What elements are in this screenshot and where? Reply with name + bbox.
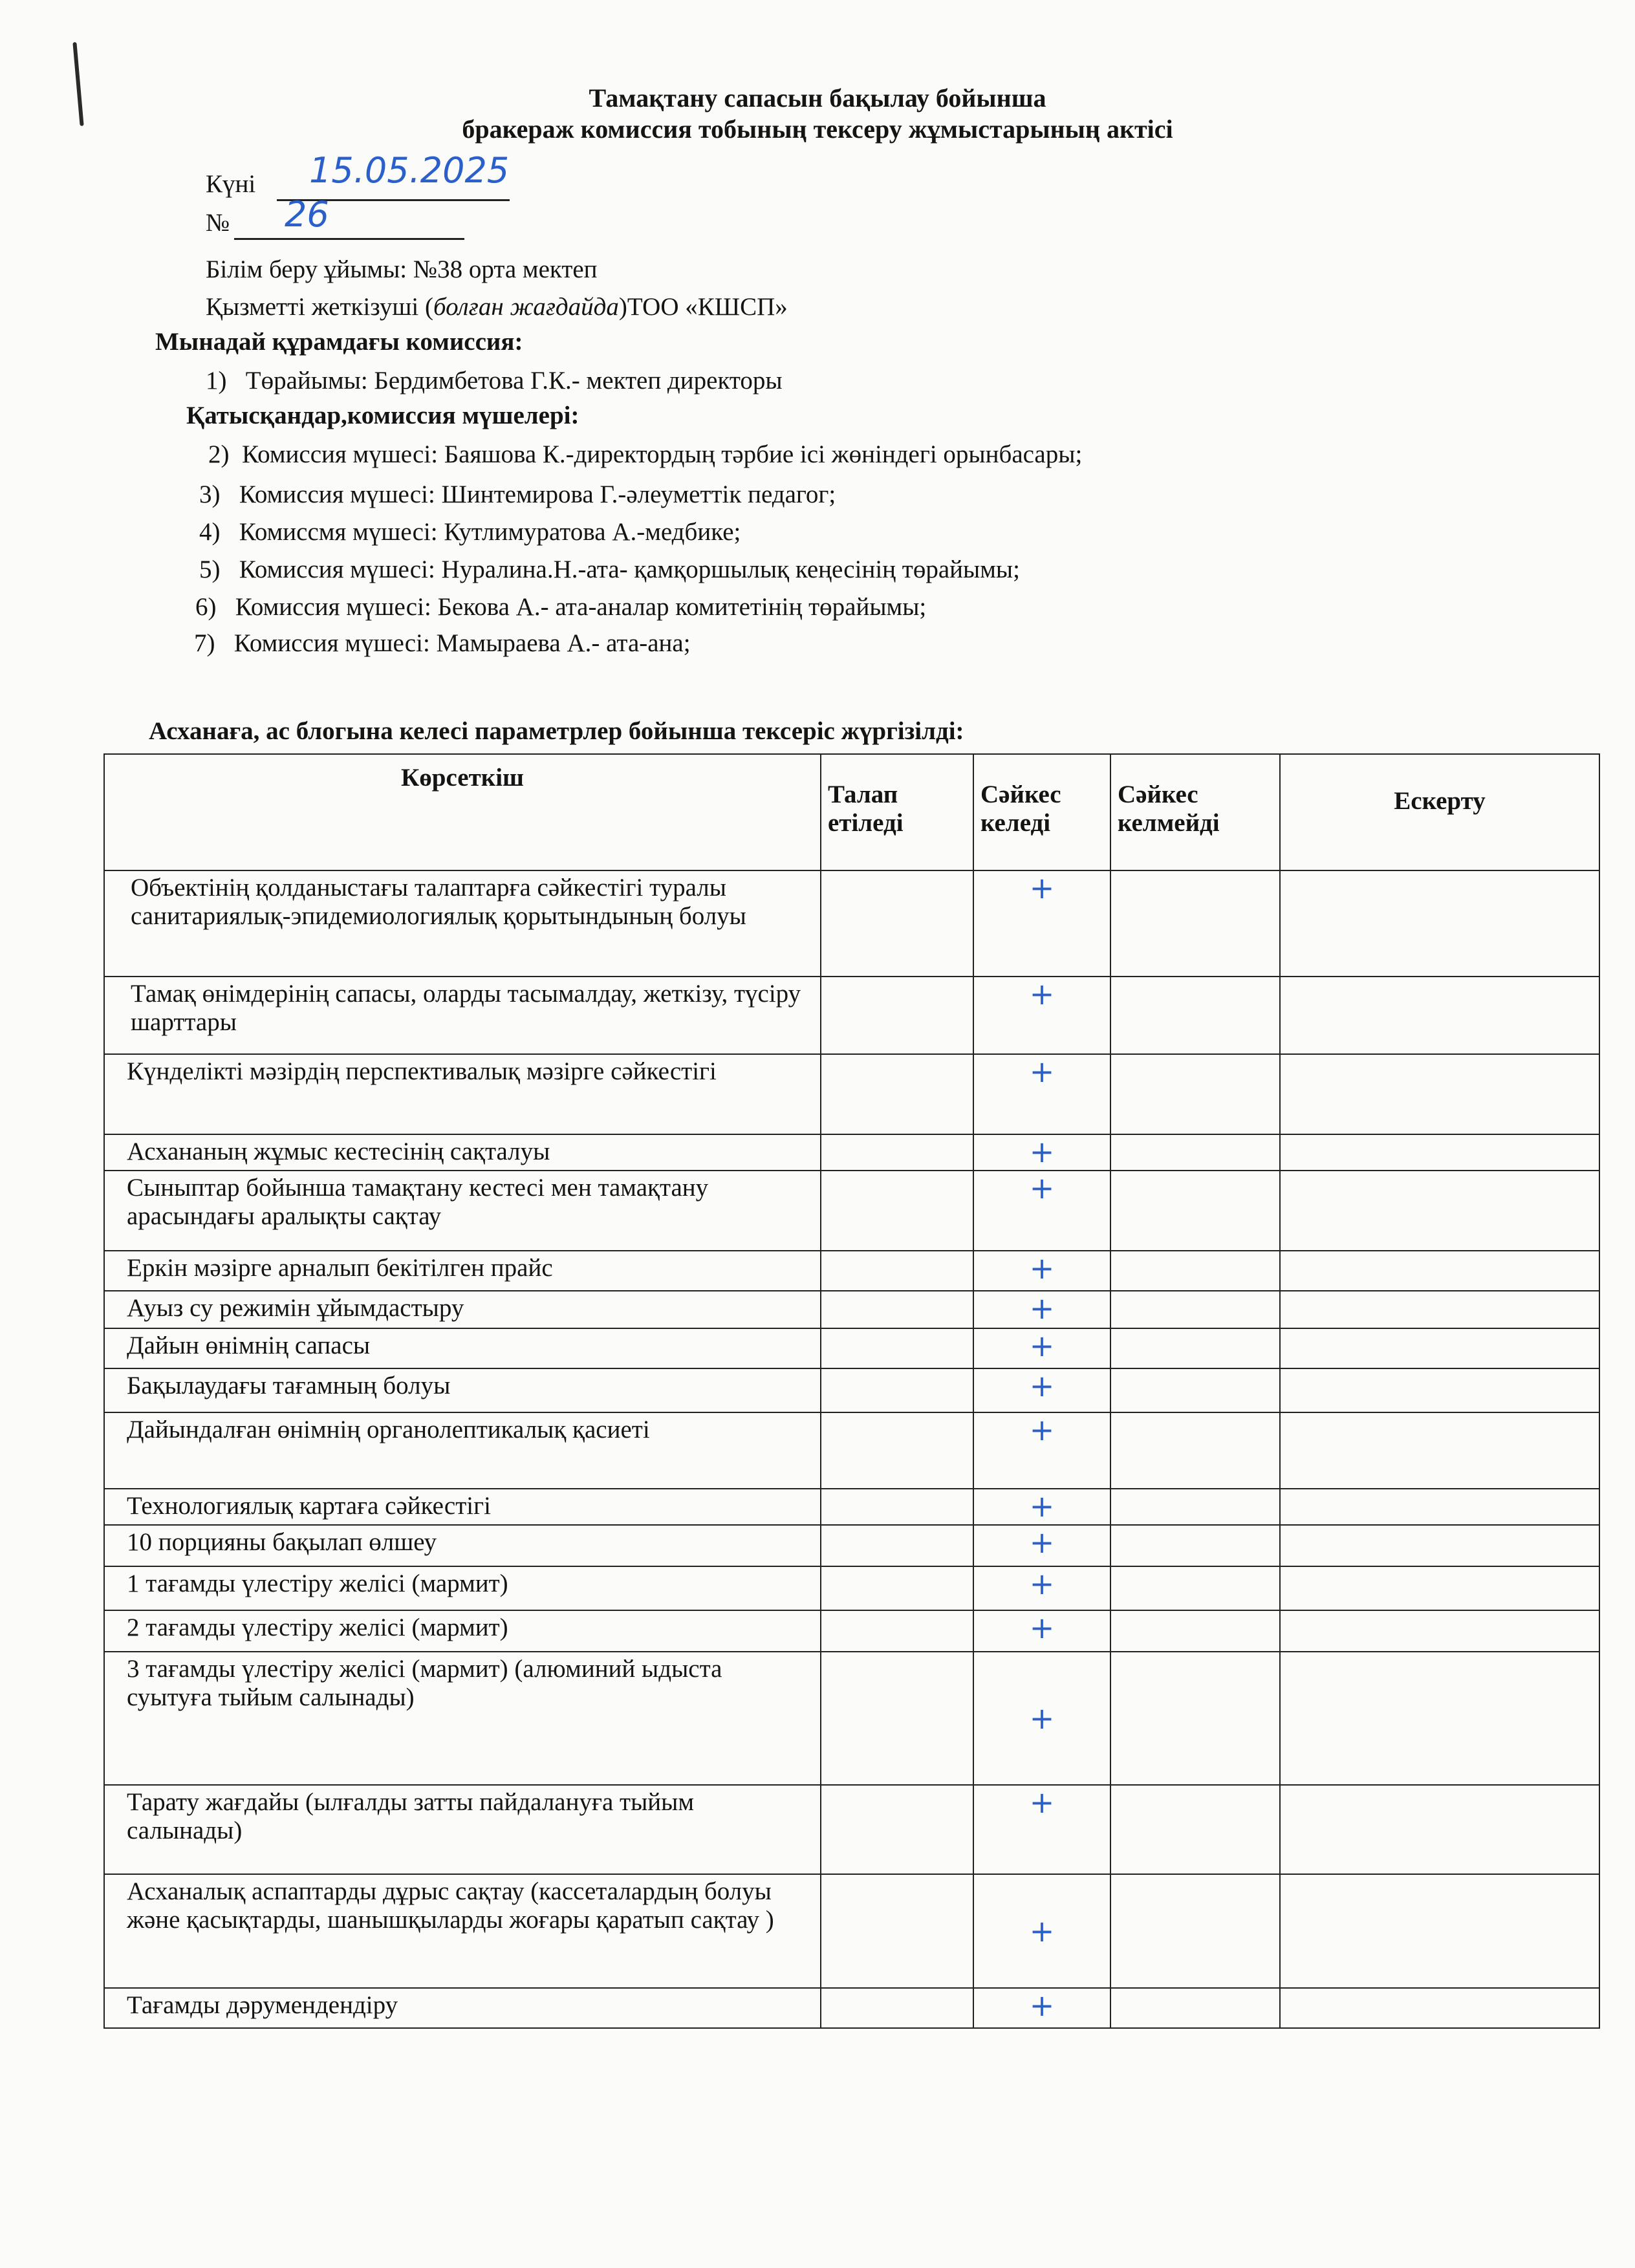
note-cell xyxy=(1280,1652,1599,1785)
indicator-cell: Сыныптар бойынша тамақтану кестесі мен тамақтану арасындағы аралықты сақтау xyxy=(104,1171,821,1251)
note-cell xyxy=(1280,1525,1599,1566)
member-text: Комиссия мүшесі: Бекова А.- ата-аналар комитетінің төрайымы; xyxy=(235,593,927,621)
indicator-cell: 2 тағамды үлестіру желісі (мармит) xyxy=(104,1610,821,1652)
number-label: № xyxy=(206,209,230,237)
member-text: Комиссия мүшесі: Шинтемирова Г.-әлеуметтік педагог; xyxy=(239,481,836,508)
member-number: 4) xyxy=(199,518,221,546)
not-complies-cell xyxy=(1110,1368,1280,1412)
required-cell xyxy=(821,1874,973,1988)
number-value: 26 xyxy=(285,194,329,235)
commission-heading: Мынадай құрамдағы комиссия: xyxy=(155,328,523,356)
member-text: Комиссия мүшесі: Баяшова К.-директордың тәрбие ісі жөніндегі орынбасары; xyxy=(242,440,1083,468)
not-complies-cell xyxy=(1110,1566,1280,1610)
table-row xyxy=(104,1412,1599,1489)
not-complies-cell xyxy=(1110,1610,1280,1652)
complies-cell xyxy=(973,1368,1110,1412)
table-row xyxy=(104,1988,1599,2028)
complies-cell xyxy=(973,1566,1110,1610)
check-mark: + xyxy=(1029,1988,1055,2023)
indicator-cell: Бақылаудағы тағамның болуы xyxy=(104,1368,821,1412)
required-cell xyxy=(821,1054,973,1134)
note-cell xyxy=(1280,977,1599,1054)
required-cell xyxy=(821,1251,973,1291)
chair-text: Төрайымы: Бердимбетова Г.К.- мектеп директоры xyxy=(245,367,783,394)
required-cell xyxy=(821,977,973,1054)
note-cell xyxy=(1280,1328,1599,1368)
member-number: 5) xyxy=(199,556,221,583)
table-row xyxy=(104,1291,1599,1328)
note-cell xyxy=(1280,1251,1599,1291)
participants-heading: Қатысқандар,комиссия мүшелері: xyxy=(186,402,579,429)
note-cell xyxy=(1280,1291,1599,1328)
complies-cell xyxy=(973,1134,1110,1171)
member-item xyxy=(199,555,1020,585)
check-mark: + xyxy=(1029,1489,1055,1524)
header-required: Талап етіледі xyxy=(821,754,973,870)
chair-number: 1) xyxy=(206,367,227,394)
member-number: 3) xyxy=(199,481,221,508)
indicator-cell: Күнделікті мәзірдің перспективалық мәзірге сәйкестігі xyxy=(104,1054,821,1134)
note-cell xyxy=(1280,1489,1599,1525)
member-text: Комиссия мүшесі: Мамыраева А.- ата-ана; xyxy=(233,629,691,657)
complies-cell xyxy=(973,1874,1110,1988)
not-complies-cell xyxy=(1110,1412,1280,1489)
table-row xyxy=(104,1652,1599,1785)
complies-cell xyxy=(973,977,1110,1054)
not-complies-cell xyxy=(1110,1171,1280,1251)
member-text: Комиссмя мүшесі: Кутлимуратова А.-медбике; xyxy=(239,518,741,546)
required-cell xyxy=(821,1368,973,1412)
check-mark: + xyxy=(1029,1171,1055,1205)
indicator-cell: Объектінің қолданыстағы талаптарға сәйкестігі туралы санитариялық-эпидемиологиялық қорытындының болуы xyxy=(104,870,821,977)
table-row xyxy=(104,1874,1599,1988)
not-complies-cell xyxy=(1110,1251,1280,1291)
table-row xyxy=(104,1328,1599,1368)
check-mark: + xyxy=(1029,977,1055,1011)
indicator-cell: Дайын өнімнің сапасы xyxy=(104,1328,821,1368)
indicator-cell: Тамақ өнімдерінің сапасы, оларды тасымалдау, жеткізу, түсіру шарттары xyxy=(104,977,821,1054)
table-row xyxy=(104,1525,1599,1566)
check-mark: + xyxy=(1029,870,1055,905)
table-row xyxy=(104,1251,1599,1291)
complies-cell xyxy=(973,1525,1110,1566)
indicator-cell: 10 порцияны бақылап өлшеу xyxy=(104,1525,821,1566)
title-line-2: бракераж комиссия тобының тексеру жұмыстарының актісі xyxy=(462,114,1173,144)
note-cell xyxy=(1280,1171,1599,1251)
table-row xyxy=(104,1566,1599,1610)
header-note: Ескерту xyxy=(1280,754,1599,870)
table-row xyxy=(104,1054,1599,1134)
complies-cell xyxy=(973,1291,1110,1328)
not-complies-cell xyxy=(1110,1525,1280,1566)
check-mark: + xyxy=(1029,1412,1055,1447)
date-label: Күні xyxy=(206,170,256,198)
note-cell xyxy=(1280,1785,1599,1874)
complies-cell xyxy=(973,1054,1110,1134)
check-mark: + xyxy=(1029,1566,1055,1601)
indicator-cell: 3 тағамды үлестіру желісі (мармит) (алюминий ыдыста суытуға тыйым салынады) xyxy=(104,1652,821,1785)
table-row xyxy=(104,1785,1599,1874)
not-complies-cell xyxy=(1110,1489,1280,1525)
table-row xyxy=(104,1134,1599,1171)
check-mark: + xyxy=(1029,1134,1055,1169)
required-cell xyxy=(821,870,973,977)
member-item xyxy=(199,480,836,510)
complies-cell xyxy=(973,1489,1110,1525)
indicator-cell: Еркін мәзірге арналып бекітілген прайс xyxy=(104,1251,821,1291)
required-cell xyxy=(821,1566,973,1610)
inspection-heading: Асханаға, ас блогына келесі параметрлер бойынша тексеріс жүргізілді: xyxy=(149,717,964,745)
check-mark: + xyxy=(1029,1914,1055,1949)
complies-cell xyxy=(973,1988,1110,2028)
required-cell xyxy=(821,1134,973,1171)
not-complies-cell xyxy=(1110,870,1280,977)
complies-cell xyxy=(973,1412,1110,1489)
indicator-cell: Асхананың жұмыс кестесінің сақталуы xyxy=(104,1134,821,1171)
chair-line xyxy=(206,366,783,396)
not-complies-cell xyxy=(1110,1328,1280,1368)
required-cell xyxy=(821,1610,973,1652)
check-mark: + xyxy=(1029,1328,1055,1363)
note-cell xyxy=(1280,1368,1599,1412)
indicator-cell: Дайындалған өнімнің органолептикалық қасиеті xyxy=(104,1412,821,1489)
complies-cell xyxy=(973,1610,1110,1652)
required-cell xyxy=(821,1328,973,1368)
not-complies-cell xyxy=(1110,1652,1280,1785)
required-cell xyxy=(821,1652,973,1785)
supplier-italic: болған жағдайда xyxy=(433,293,619,321)
not-complies-cell xyxy=(1110,1291,1280,1328)
indicator-cell: 1 тағамды үлестіру желісі (мармит) xyxy=(104,1566,821,1610)
not-complies-cell xyxy=(1110,1054,1280,1134)
check-mark: + xyxy=(1029,1785,1055,1820)
required-cell xyxy=(821,1785,973,1874)
required-cell xyxy=(821,1412,973,1489)
note-cell xyxy=(1280,1412,1599,1489)
complies-cell xyxy=(973,1785,1110,1874)
check-mark: + xyxy=(1029,1525,1055,1560)
complies-cell xyxy=(973,1171,1110,1251)
member-item xyxy=(199,517,741,547)
supplier-label: Қызметті жеткізуші ( xyxy=(206,293,433,321)
complies-cell xyxy=(973,870,1110,977)
required-cell xyxy=(821,1988,973,2028)
check-mark: + xyxy=(1029,1054,1055,1089)
note-cell xyxy=(1280,1610,1599,1652)
date-value: 15.05.2025 xyxy=(309,150,510,191)
table-row xyxy=(104,1489,1599,1525)
complies-cell xyxy=(973,1652,1110,1785)
member-number: 6) xyxy=(195,593,217,621)
check-mark: + xyxy=(1029,1701,1055,1736)
table-row xyxy=(104,1171,1599,1251)
inspection-table xyxy=(103,753,1600,2029)
check-mark: + xyxy=(1029,1610,1055,1645)
table-row xyxy=(104,1610,1599,1652)
table-row xyxy=(104,870,1599,977)
note-cell xyxy=(1280,1134,1599,1171)
table-row xyxy=(104,977,1599,1054)
header-indicator: Көрсеткіш xyxy=(104,754,821,870)
member-text: Комиссия мүшесі: Нуралина.Н.-ата- қамқоршылық кеңесінің төрайымы; xyxy=(239,556,1020,583)
number-underline xyxy=(234,206,464,240)
not-complies-cell xyxy=(1110,1874,1280,1988)
indicator-cell: Асханалық аспаптарды дұрыс сақтау (кассеталардың болуы және қасықтарды, шанышқыларды жоғары қаратып сақтау ) xyxy=(104,1874,821,1988)
complies-cell xyxy=(973,1251,1110,1291)
indicator-cell: Тағамды дәрумендендіру xyxy=(104,1988,821,2028)
required-cell xyxy=(821,1525,973,1566)
note-cell xyxy=(1280,1988,1599,2028)
note-cell xyxy=(1280,1054,1599,1134)
not-complies-cell xyxy=(1110,1785,1280,1874)
note-cell xyxy=(1280,870,1599,977)
table-header-row xyxy=(104,754,1599,870)
indicator-cell: Тарату жағдайы (ылғалды затты пайдалануға тыйым салынады) xyxy=(104,1785,821,1874)
table-row xyxy=(104,1368,1599,1412)
required-cell xyxy=(821,1291,973,1328)
required-cell xyxy=(821,1171,973,1251)
required-cell xyxy=(821,1489,973,1525)
organization-line: Білім беру ұйымы: №38 орта мектеп xyxy=(206,255,598,283)
indicator-cell: Технологиялық картаға сәйкестігі xyxy=(104,1489,821,1525)
not-complies-cell xyxy=(1110,1988,1280,2028)
member-item xyxy=(208,440,1082,470)
indicator-cell: Ауыз су режимін ұйымдастыру xyxy=(104,1291,821,1328)
member-number: 2) xyxy=(208,440,230,468)
not-complies-cell xyxy=(1110,977,1280,1054)
not-complies-cell xyxy=(1110,1134,1280,1171)
note-cell xyxy=(1280,1566,1599,1610)
header-complies: Сәйкес келеді xyxy=(973,754,1110,870)
complies-cell xyxy=(973,1328,1110,1368)
supplier-value: )ТОО «КШСП» xyxy=(618,293,788,321)
title-line-1: Тамақтану сапасын бақылау бойынша xyxy=(589,83,1046,113)
check-mark: + xyxy=(1029,1251,1055,1286)
check-mark: + xyxy=(1029,1368,1055,1403)
header-not-complies: Сәйкес келмейді xyxy=(1110,754,1280,870)
check-mark: + xyxy=(1029,1291,1055,1326)
member-item xyxy=(194,629,691,658)
member-item xyxy=(195,592,926,622)
member-number: 7) xyxy=(194,629,215,657)
supplier-line xyxy=(206,292,788,322)
note-cell xyxy=(1280,1874,1599,1988)
